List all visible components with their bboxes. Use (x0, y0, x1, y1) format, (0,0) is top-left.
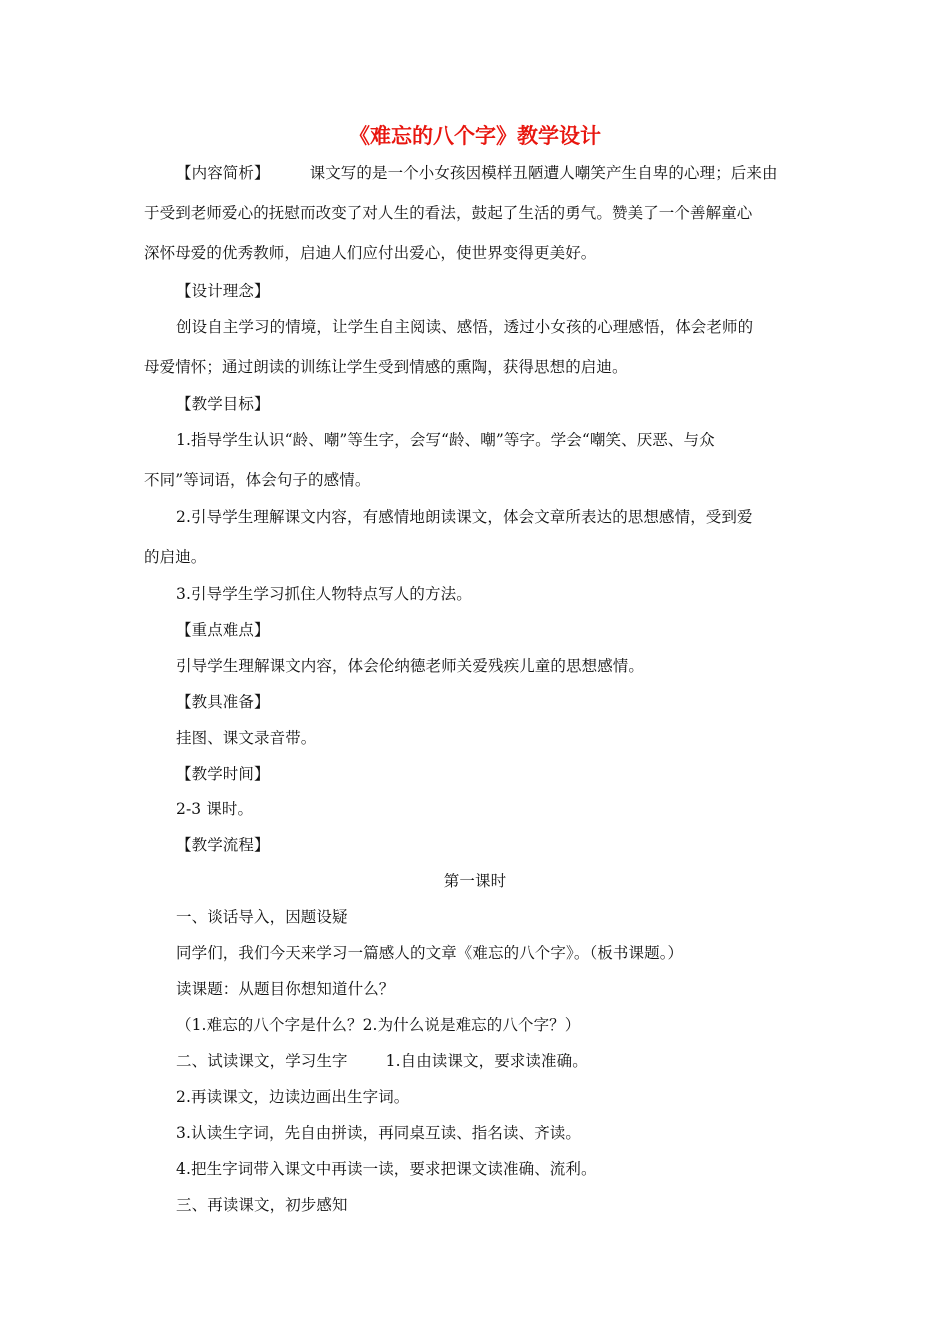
flow-line-3: 读课题：从题目你想知道什么？ (176, 980, 395, 998)
flow-line-5 (176, 1050, 588, 1072)
tools-text: 挂图、课文录音带。 (176, 729, 317, 747)
goals-line-5: 3.引导学生学习抓住人物特点写人的方法。 (176, 585, 472, 603)
time-text: 2-3 课时。 (176, 800, 254, 818)
summary-label: 【内容简析】 (176, 164, 270, 182)
step2-heading: 二、试读课文，学习生字 (176, 1052, 348, 1070)
goals-line-2: 不同”等词语，体会句子的感情。 (144, 471, 371, 489)
goals-line-3: 2.引导学生理解课文内容，有感情地朗读课文，体会文章所表达的思想感情，受到爱 (176, 508, 753, 526)
summary-line-3: 深怀母爱的优秀教师，启迪人们应付出爱心，使世界变得更美好。 (144, 244, 597, 262)
goals-label: 【教学目标】 (176, 395, 270, 413)
summary-line-2: 于受到老师爱心的抚慰而改变了对人生的看法，鼓起了生活的勇气。赞美了一个善解童心 (144, 204, 753, 222)
key-text: 引导学生理解课文内容，体会伦纳德老师关爱残疾儿童的思想感情。 (176, 657, 645, 675)
flow-line-4: （1.难忘的八个字是什么？2.为什么说是难忘的八个字？） (176, 1016, 581, 1034)
document-title: 《难忘的八个字》教学设计 (349, 123, 601, 148)
step2-first: 1.自由读课文，要求读准确。 (385, 1052, 588, 1070)
flow-line-9: 三、再读课文，初步感知 (176, 1196, 348, 1214)
key-label: 【重点难点】 (176, 621, 270, 639)
summary-text: 课文写的是一个小女孩因模样丑陋遭人嘲笑产生自卑的心理；后来由 (309, 164, 778, 182)
goals-line-4: 的启迪。 (144, 548, 207, 566)
flow-line-8: 4.把生字词带入课文中再读一读，要求把课文读准确、流利。 (176, 1160, 597, 1178)
flow-line-7: 3.认读生字词，先自由拼读，再同桌互读、指名读、齐读。 (176, 1124, 581, 1142)
flow-line-1: 一、谈话导入，因题设疑 (176, 908, 348, 926)
flow-line-2: 同学们，我们今天来学习一篇感人的文章《难忘的八个字》。（板书课题。） (176, 944, 684, 962)
concept-label: 【设计理念】 (176, 282, 270, 300)
goals-line-1: 1.指导学生认识“龄、嘲”等生字，会写“龄、嘲”等字。学会“嘲笑、厌恶、与众 (176, 431, 715, 449)
flow-label: 【教学流程】 (176, 836, 270, 854)
tools-label: 【教具准备】 (176, 693, 270, 711)
concept-line-1: 创设自主学习的情境，让学生自主阅读、感悟，透过小女孩的心理感悟，体会老师的 (176, 318, 754, 336)
flow-line-6: 2.再读课文，边读边画出生字词。 (176, 1088, 410, 1106)
time-label: 【教学时间】 (176, 765, 270, 783)
lesson-heading: 第一课时 (443, 872, 507, 890)
summary-line-1 (176, 162, 778, 184)
concept-line-2: 母爱情怀；通过朗读的训练让学生受到情感的熏陶，获得思想的启迪。 (144, 358, 628, 376)
